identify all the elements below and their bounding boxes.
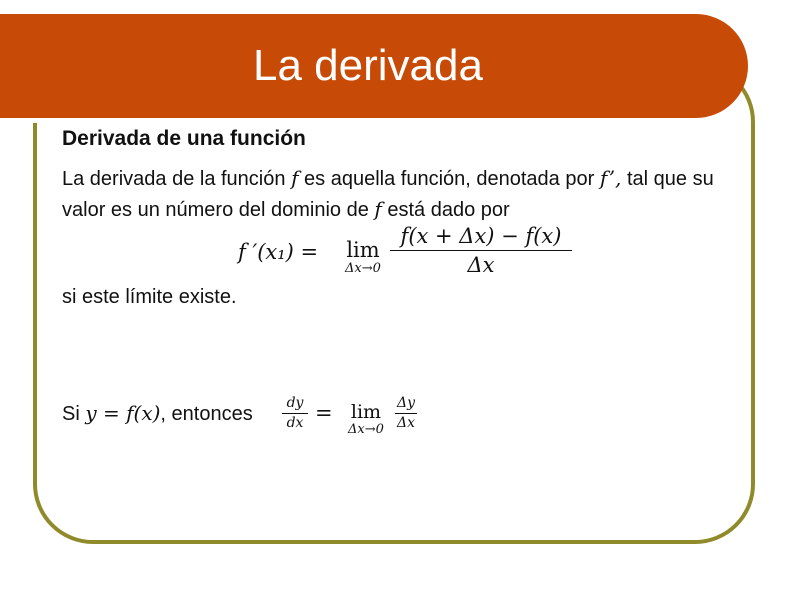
formula-fraction [390, 224, 572, 277]
leibniz-limit-subscript: Δx→0 [348, 422, 384, 437]
delta-y: Δy [396, 395, 416, 411]
derivative-formula [238, 224, 638, 280]
limit-exists-text: si este límite existe. [62, 286, 237, 308]
function-symbol-f: f [291, 166, 299, 190]
dx: dx [286, 415, 304, 431]
para-text-3: tal que su valor es un número del dominio de [62, 168, 714, 221]
para-text-1: La derivada de la función [62, 168, 292, 190]
leibniz-limit-word: lim [350, 401, 382, 423]
leibniz-line [62, 395, 482, 441]
delta-fraction [395, 395, 417, 432]
formula-denominator: Δx [467, 253, 495, 277]
leibniz-text [62, 401, 253, 426]
section-heading: Derivada de una función [62, 127, 306, 150]
para-text-2: es aquella función, denotada por [298, 168, 600, 190]
definition-paragraph [62, 163, 742, 225]
equals-sign: = [315, 401, 333, 425]
leibniz-limit [340, 401, 392, 436]
delta-x: Δx [396, 415, 415, 431]
formula-lhs: f ′(x₁) = [238, 240, 319, 264]
dy-dx-bar [282, 413, 308, 414]
dy: dy [286, 395, 304, 411]
para-text-4: está dado por [381, 199, 510, 221]
leibniz-mid: , entonces [160, 403, 253, 425]
leibniz-prefix: Si [62, 403, 86, 425]
formula-numerator: f(x + Δx) − f(x) [400, 224, 562, 248]
leibniz-expr: y = f(x) [85, 401, 161, 425]
function-symbol-f-domain: f [374, 197, 382, 221]
slide-title: La derivada [253, 41, 483, 90]
title-banner [0, 14, 748, 118]
banner-rule [0, 118, 708, 123]
formula-limit [336, 238, 390, 275]
function-symbol-fprime: f’, [599, 166, 622, 190]
limit-subscript: Δx→0 [345, 261, 381, 276]
dy-dx-fraction [282, 395, 308, 432]
limit-word: lim [346, 238, 380, 262]
delta-bar [395, 413, 417, 414]
fraction-bar [390, 250, 572, 251]
